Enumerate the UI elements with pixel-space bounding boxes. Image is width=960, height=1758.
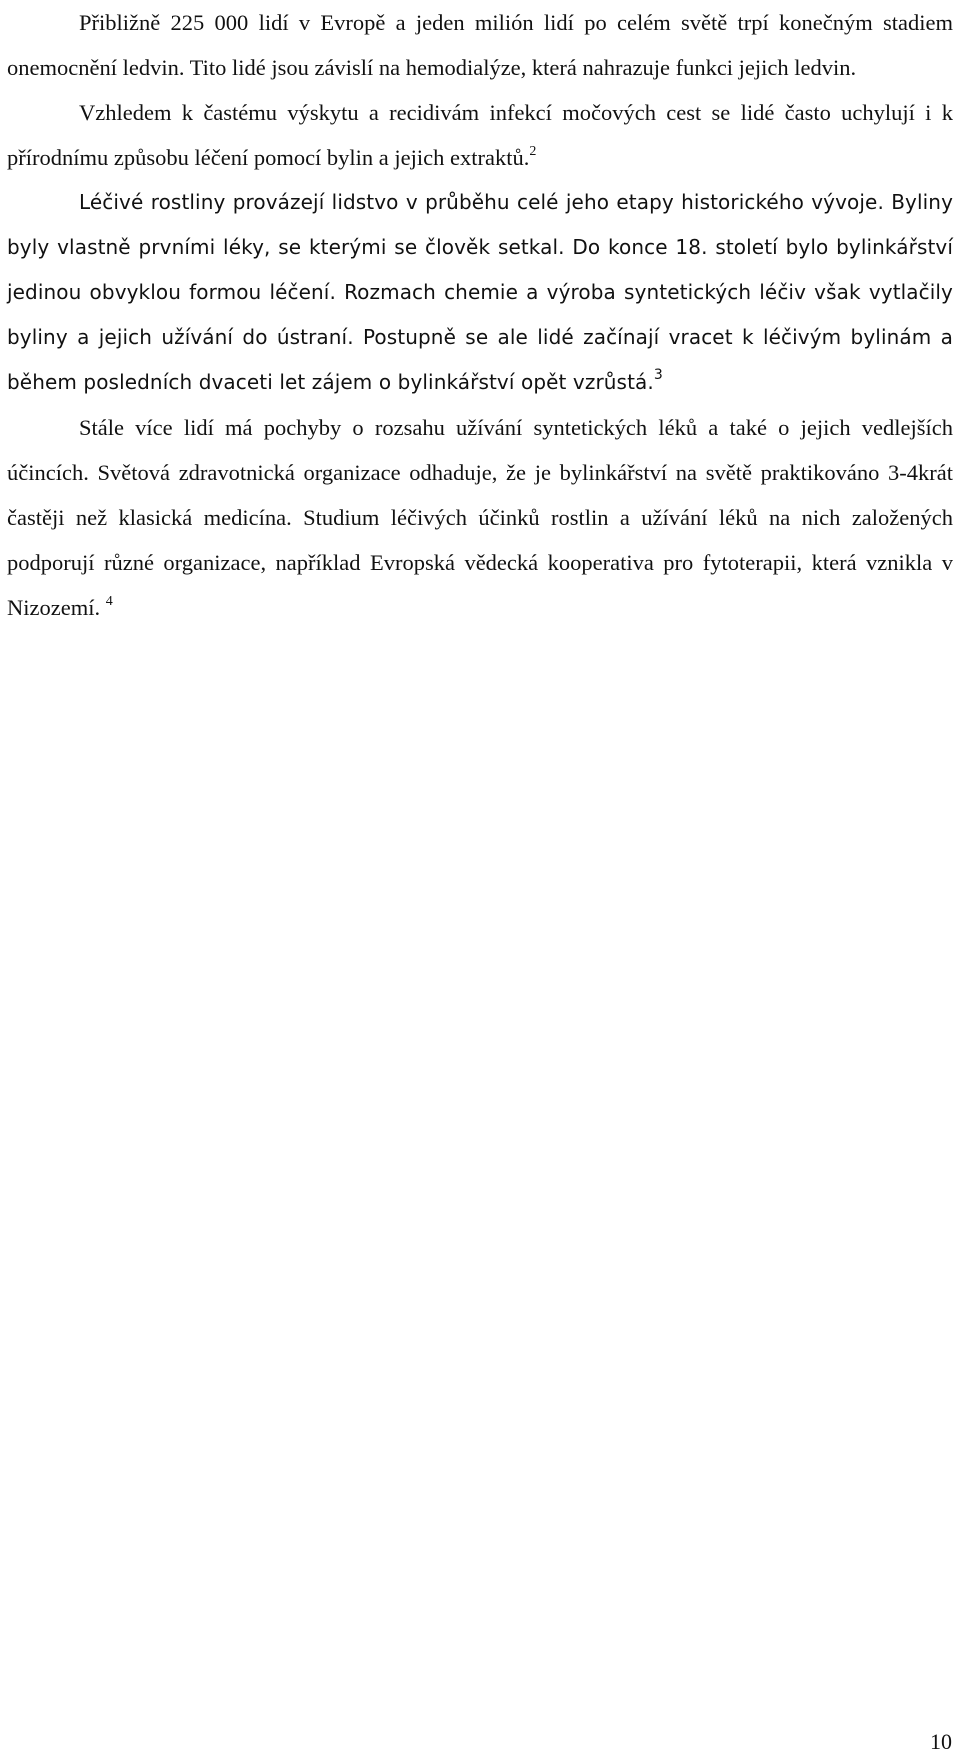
footnote-ref: 4 [105,593,113,609]
paragraph-herbalism-today [7,405,953,630]
paragraph-text: Stále více lidí má pochyby o rozsahu užívání syntetických léků a také o jejich vedlejších účincích. Světová zdravotnická organizace odhaduje, že je bylinkářství na světě praktikováno 3-4krát častěji než klasická medicína. Studium léčivých účinků rostlin a užívání léků na nich založených podporují různé organizace, například Evropská vědecká kooperativa pro fytoterapii, která vznikla v Nizozemí. [7,415,953,620]
paragraph-text: Léčivé rostliny provázejí lidstvo v průběhu celé jeho etapy historického vývoje. Byliny byly vlastně prvními léky, se kterými se člověk setkal. Do konce 18. století bylo bylinkářství jedinou obvyklou formou léčení. Rozmach chemie a výroba syntetických léčiv však vytlačily byliny a jejich užívání do ústraní. Postupně se ale lidé začínají vracet k léčivým bylinám a během posledních dvaceti let zájem o bylinkářství opět vzrůstá. [7,190,953,394]
footnote-ref: 2 [529,143,537,159]
paragraph-medicinal-plants-history [7,180,953,405]
paragraph-urinary-infections [7,90,953,180]
page-number: 10 [930,1729,952,1754]
paragraph-dialysis [7,0,953,90]
body-text [7,0,953,630]
paragraph-text: Přibližně 225 000 lidí v Evropě a jeden milión lidí po celém světě trpí konečným stadiem onemocnění ledvin. Tito lidé jsou závislí na hemodialýze, která nahrazuje funkci jejich ledvin. [7,10,953,80]
footnote-ref: 3 [653,367,663,384]
paragraph-text: Vzhledem k častému výskytu a recidivám infekcí močových cest se lidé často uchylují i k přírodnímu způsobu léčení pomocí bylin a jejich extraktů. [7,100,953,170]
